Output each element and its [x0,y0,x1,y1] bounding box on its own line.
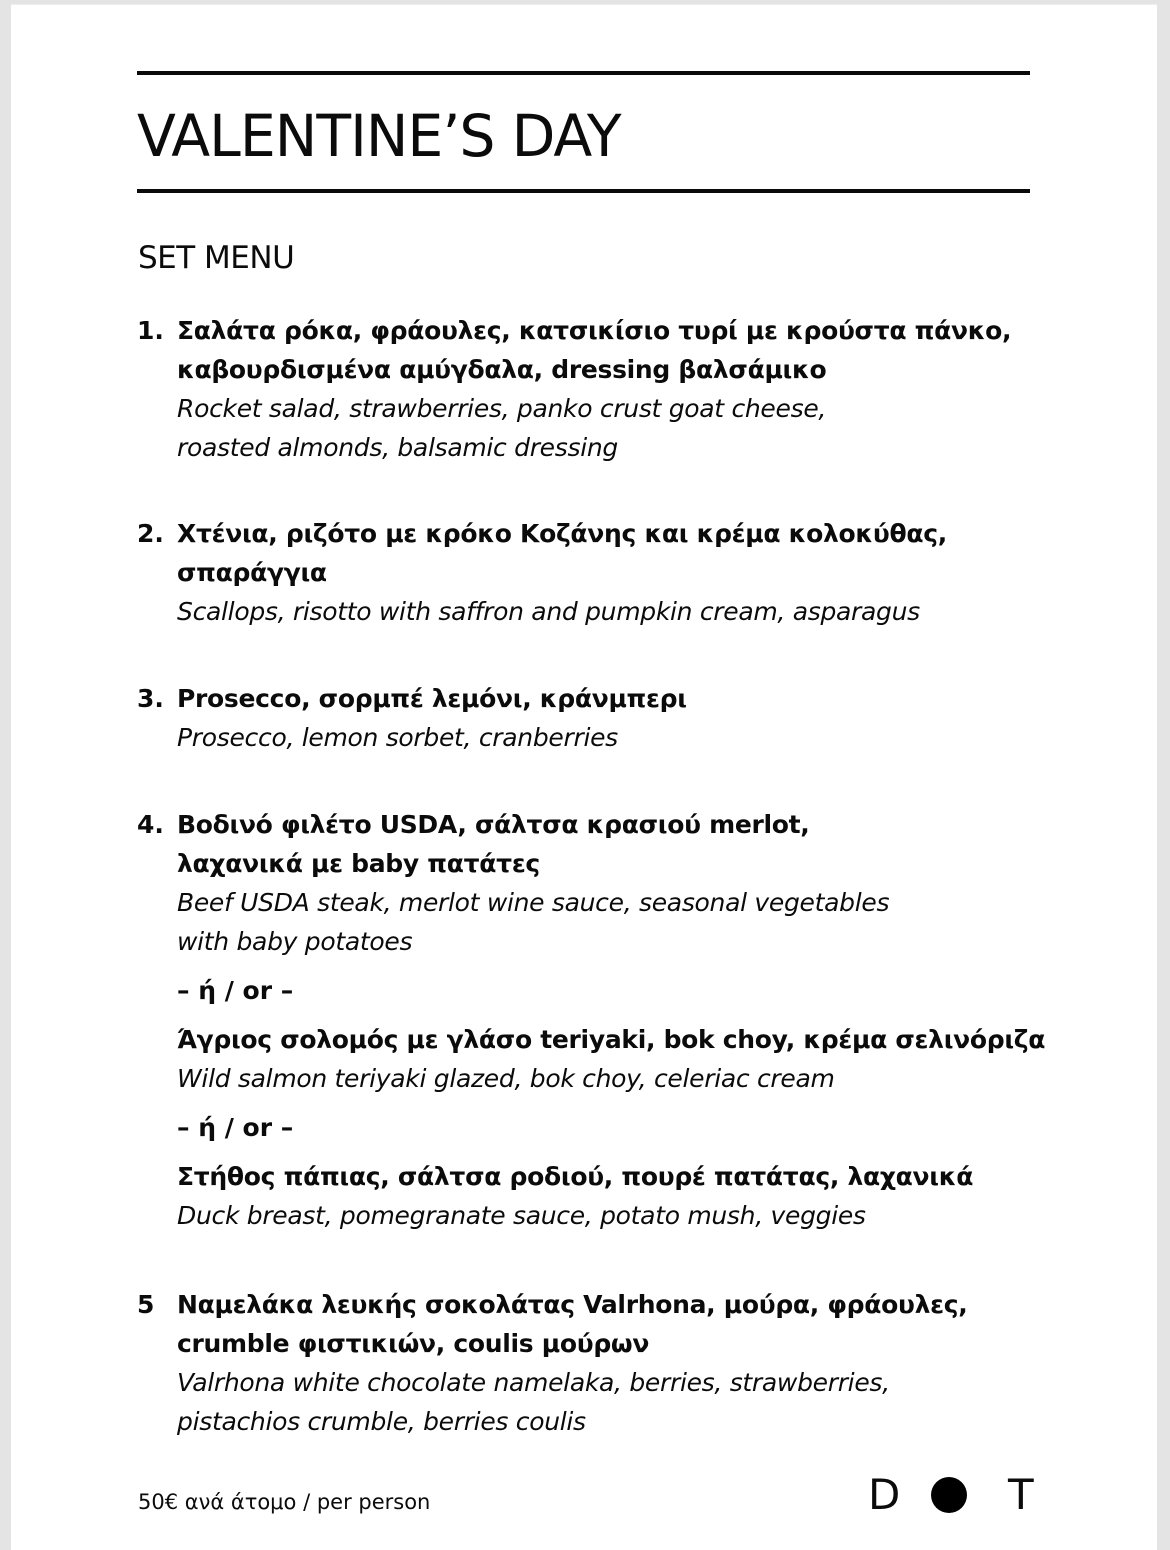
course-greek-line: Βοδινό φιλέτο USDA, σάλτσα κρασιού merlot, [177,810,810,839]
course-greek-line: Χτένια, ριζότο με κρόκο Κοζάνης και κρέμα κολοκύθας, [177,519,947,548]
course-number: 3. [137,684,164,713]
price-per-person: 50€ ανά άτομο / per person [138,1490,431,1514]
course-body [177,311,1057,467]
alternative-greek: Άγριος σολομός με γλάσο teriyaki, bok choy, κρέμα σελινόριζα [177,1025,1046,1054]
course-english-line: with baby potatoes [177,927,413,956]
course-english-line: roasted almonds, balsamic dressing [177,433,618,462]
or-separator: – ή / or – [177,976,294,1005]
menu-subtitle: SET MENU [138,240,295,276]
alternative-greek: Στήθος πάπιας, σάλτσα ροδιού, πουρέ πατάτας, λαχανικά [177,1162,974,1191]
course-english-line: Prosecco, lemon sorbet, cranberries [177,723,618,752]
course-english-line: Valrhona white chocolate namelaka, berries, strawberries, [177,1368,890,1397]
top-rule [137,71,1030,75]
logo-letter-d: D [868,1470,901,1519]
course-english-line: Beef USDA steak, merlot wine sauce, seasonal vegetables [177,888,890,917]
course-greek-line: crumble φιστικιών, coulis μούρων [177,1329,650,1358]
menu-page [11,4,1157,1550]
course-number: 2. [137,519,164,548]
course-greek-line: Σαλάτα ρόκα, φράουλες, κατσικίσιο τυρί με κρούστα πάνκο, [177,316,1012,345]
alternative-english: Duck breast, pomegranate sauce, potato mush, veggies [177,1201,866,1230]
course-english-line: Scallops, risotto with saffron and pumpkin cream, asparagus [177,597,920,626]
course-body [177,679,1057,757]
course-number: 1. [137,316,164,345]
course-number: 4. [137,810,164,839]
page-title: VALENTINE’S DAY [137,102,621,170]
course-greek-line: Prosecco, σορμπέ λεμόνι, κράνμπερι [177,684,687,713]
bottom-rule [137,189,1030,193]
logo-letter-t: T [1008,1470,1034,1519]
course-body [177,805,1057,1235]
dot-logo [868,1470,1038,1519]
alternative-english: Wild salmon teriyaki glazed, bok choy, celeriac cream [177,1064,835,1093]
or-separator: – ή / or – [177,1113,294,1142]
course-body [177,514,1057,631]
course-greek-line: καβουρδισμένα αμύγδαλα, dressing βαλσάμικο [177,355,827,384]
course-greek-line: σπαράγγια [177,558,327,587]
course-greek-line: Ναμελάκα λευκής σοκολάτας Valrhona, μούρα, φράουλες, [177,1290,968,1319]
course-body [177,1285,1057,1441]
course-english-line: Rocket salad, strawberries, panko crust goat cheese, [177,394,827,423]
course-number: 5 [137,1290,155,1319]
logo-dot-icon [931,1477,967,1513]
course-english-line: pistachios crumble, berries coulis [177,1407,586,1436]
course-greek-line: λαχανικά με baby πατάτες [177,849,540,878]
